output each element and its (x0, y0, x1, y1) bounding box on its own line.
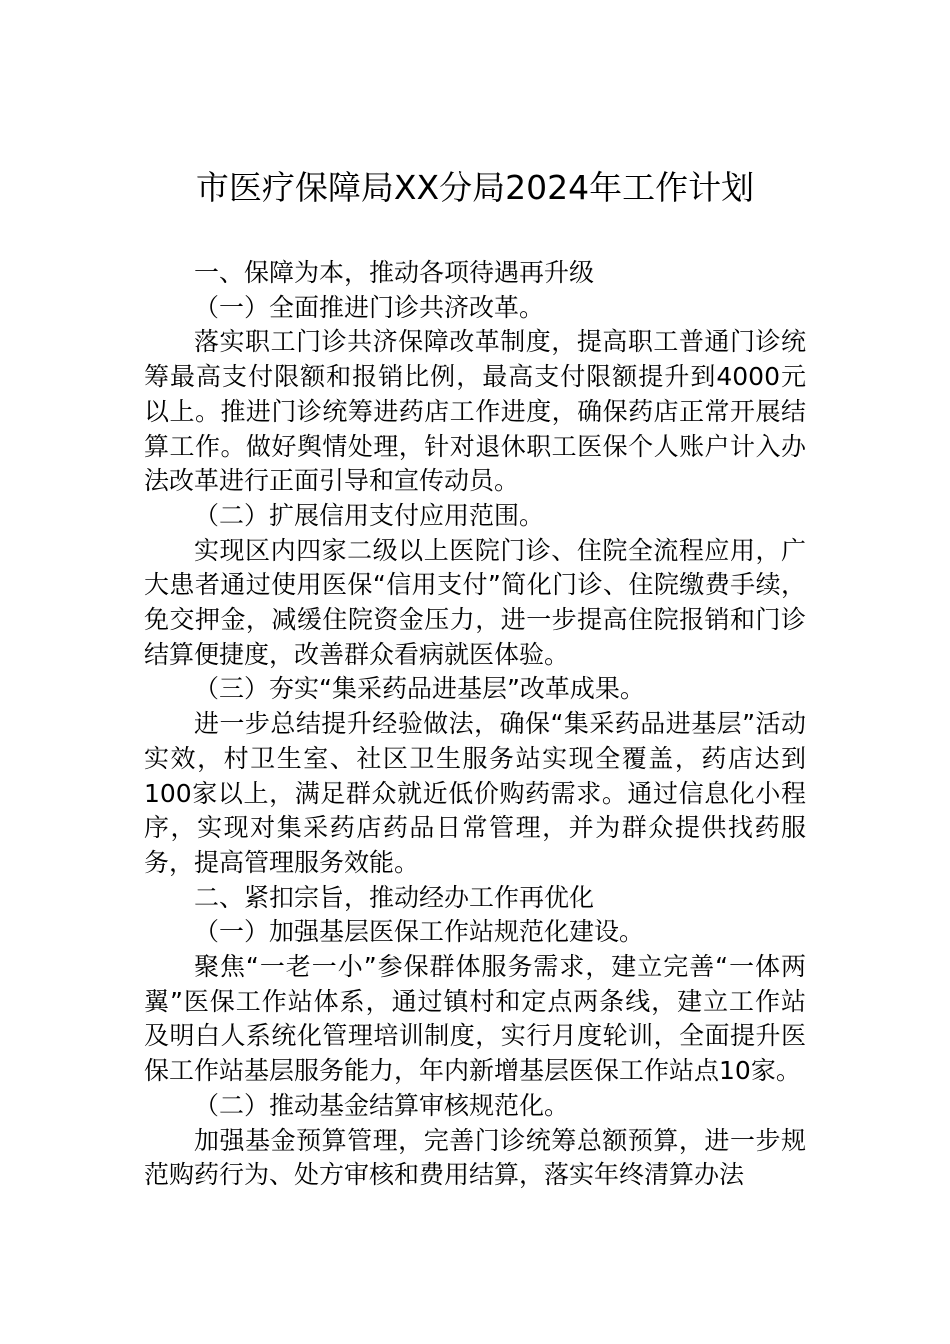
section-heading-2: 二、紧扣宗旨，推动经办工作再优化 (194, 882, 595, 912)
body-paragraph: 实现区内四家二级以上医院门诊、住院全流程应用，广大患者通过使用医保“信用支付”简化门诊、住院缴费手续，免交押金，减缓住院资金压力，进一步提高住院报销和门诊结算便捷度，改善群众看病就医体验。 (144, 535, 806, 669)
subsection-heading-1-2: （二）扩展信用支付应用范围。 (194, 500, 545, 530)
subsection-heading-1-1: （一）全面推进门诊共济改革。 (194, 292, 545, 322)
document-body (144, 256, 806, 1193)
body-paragraph: 进一步总结提升经验做法，确保“集采药品进基层”活动实效，村卫生室、社区卫生服务站实现全覆盖，药店达到100家以上，满足群众就近低价购药需求。通过信息化小程序，实现对集采药店药品日常管理，并为群众提供找药服务，提高管理服务效能。 (144, 709, 806, 877)
body-paragraph: 聚焦“一老一小”参保群体服务需求，建立完善“一体两翼”医保工作站体系，通过镇村和定点两条线，建立工作站及明白人系统化管理培训制度，实行月度轮训，全面提升医保工作站基层服务能力，年内新增基层医保工作站点10家。 (144, 952, 806, 1086)
body-paragraph: 落实职工门诊共济保障改革制度，提高职工普通门诊统筹最高支付限额和报销比例，最高支付限额提升到4000元以上。推进门诊统筹进药店工作进度，确保药店正常开展结算工作。做好舆情处理，针对退休职工医保个人账户计入办法改革进行正面引导和宣传动员。 (144, 327, 806, 496)
subsection-heading-2-1: （一）加强基层医保工作站规范化建设。 (194, 917, 645, 947)
subsection-heading-2-2: （二）推动基金结算审核规范化。 (194, 1090, 570, 1120)
subsection-heading-1-3: （三）夯实“集采药品进基层”改革成果。 (194, 674, 645, 704)
body-paragraph: 加强基金预算管理，完善门诊统筹总额预算，进一步规范购药行为、处方审核和费用结算，落实年终清算办法 (144, 1125, 806, 1190)
document-title: 市医疗保障局XX分局2024年工作计划 (195, 168, 755, 207)
section-heading-1: 一、保障为本，推动各项待遇再升级 (194, 258, 595, 287)
